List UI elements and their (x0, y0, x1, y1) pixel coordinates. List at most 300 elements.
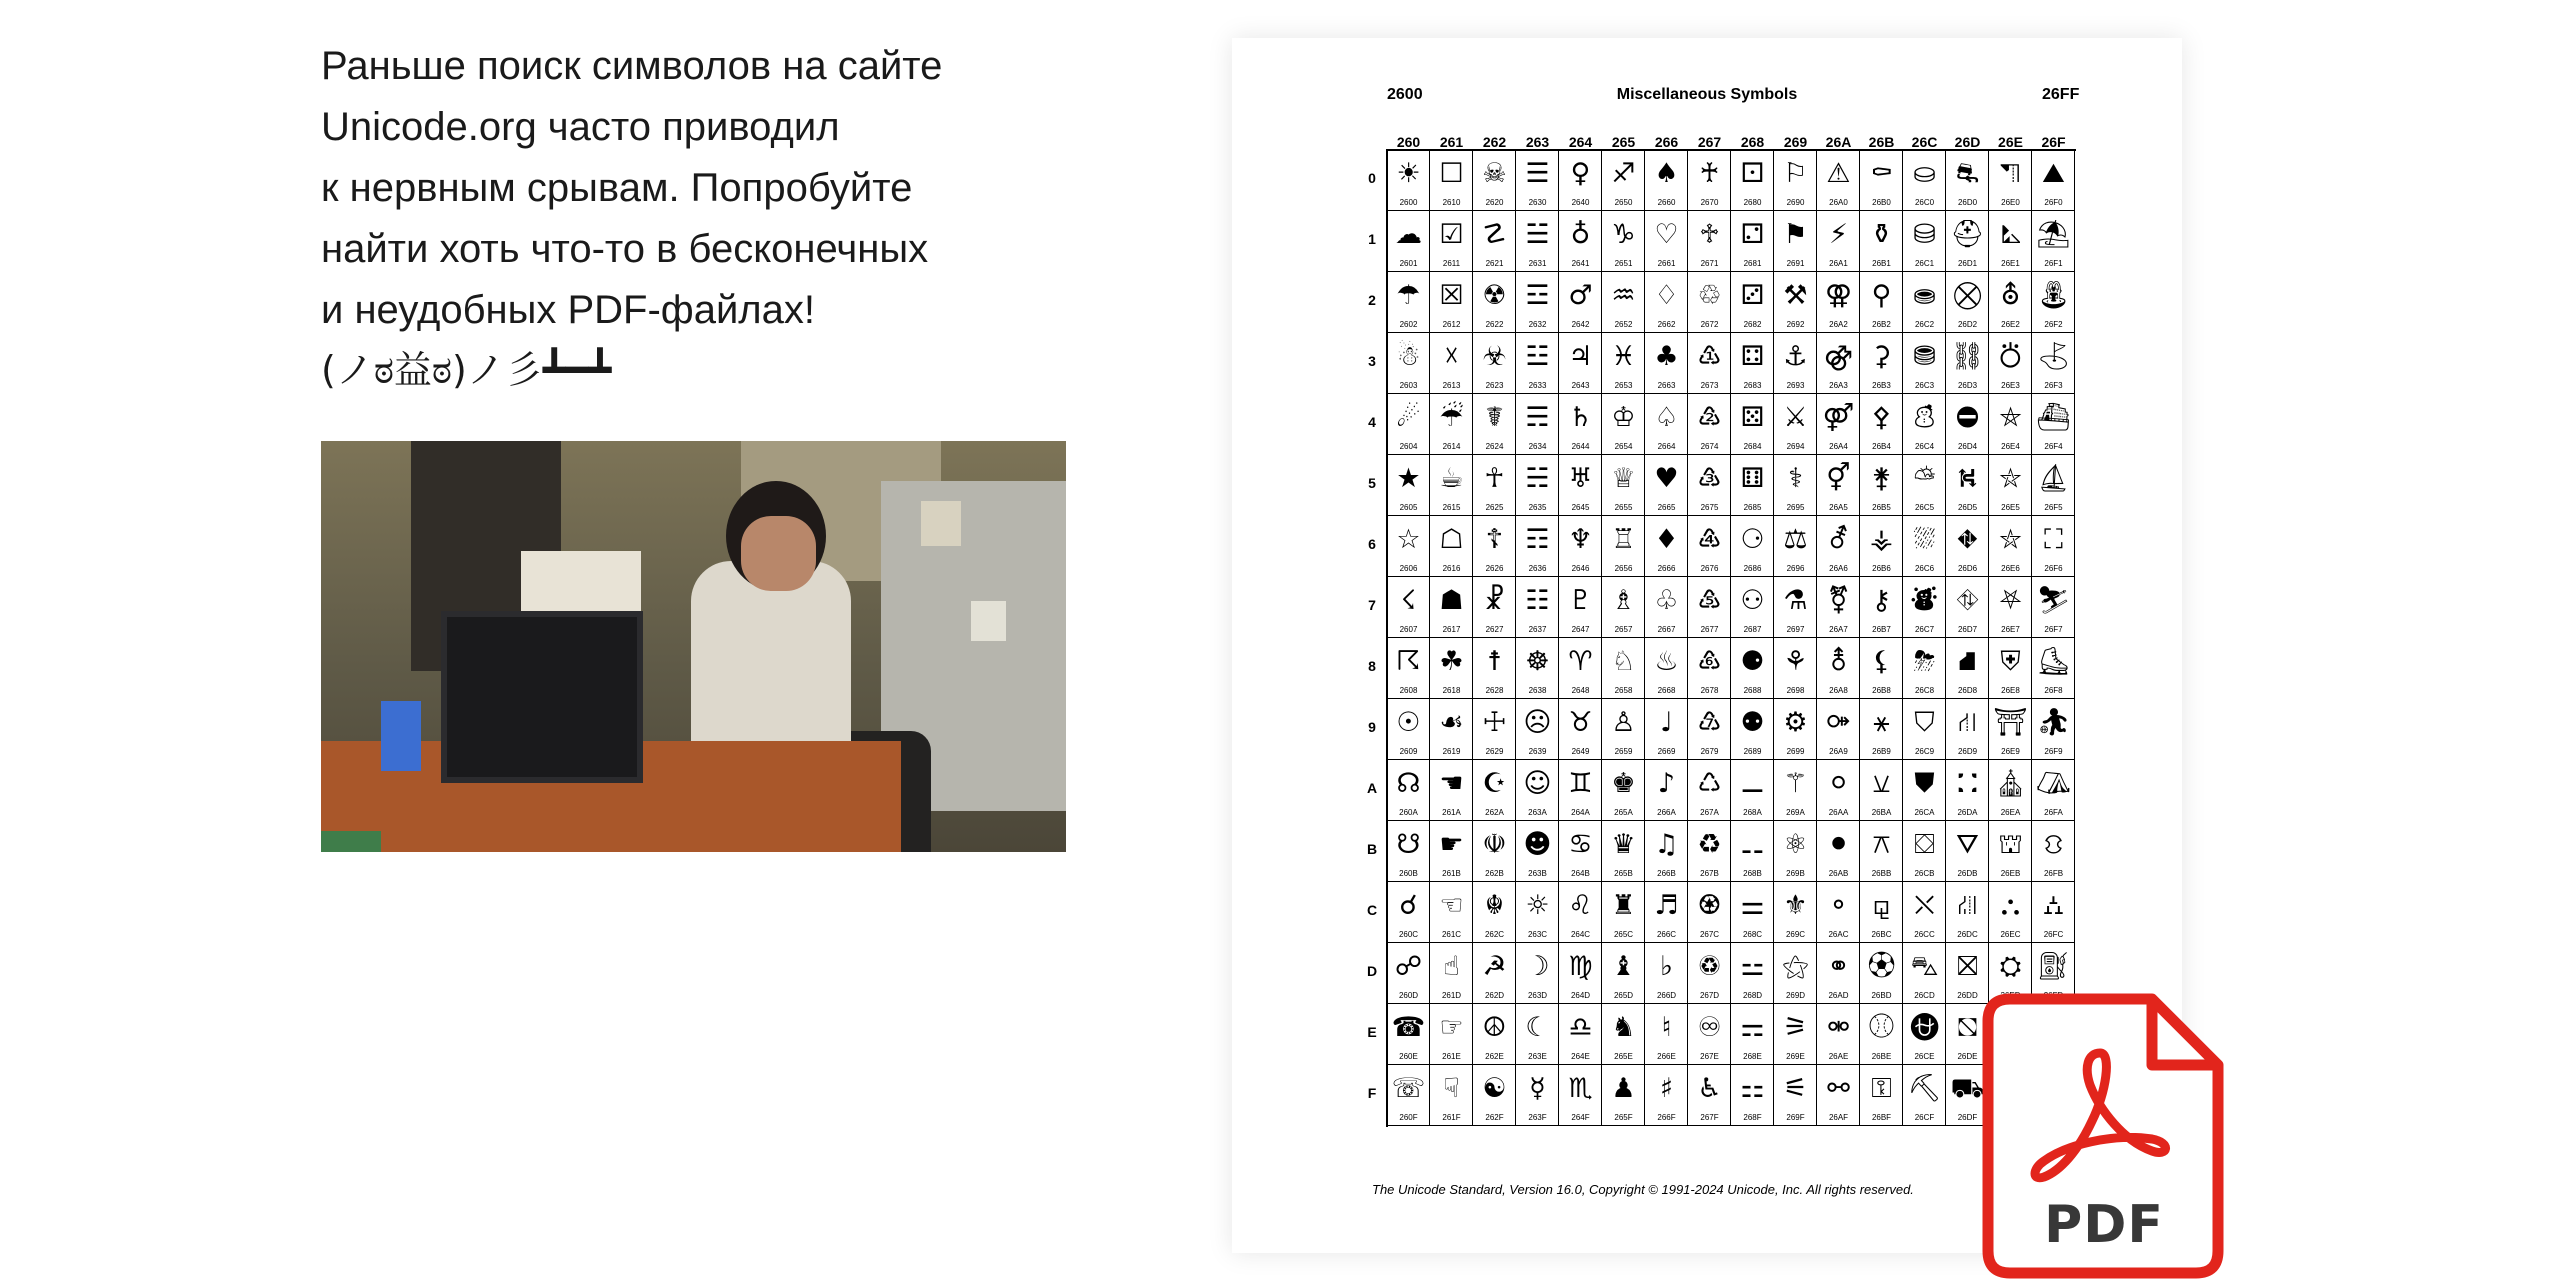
symbol-cell[interactable] (1602, 1004, 1645, 1065)
symbol-cell[interactable] (1430, 272, 1473, 333)
symbol-cell[interactable] (1516, 821, 1559, 882)
symbol-cell[interactable] (1516, 333, 1559, 394)
symbol-glyph: ⚇︎ (1740, 585, 1765, 616)
symbol-cell[interactable] (1430, 333, 1473, 394)
symbol-cell[interactable] (1903, 760, 1946, 821)
symbol-cell[interactable] (2032, 333, 2075, 394)
code-point-label: 26D7 (1957, 625, 1978, 634)
symbol-cell[interactable] (1430, 150, 1473, 211)
symbol-cell[interactable] (1903, 1065, 1946, 1126)
symbol-cell[interactable] (1602, 638, 1645, 699)
symbol-cell[interactable] (1602, 943, 1645, 1004)
symbol-cell[interactable] (1387, 760, 1430, 821)
symbol-cell[interactable] (1731, 211, 1774, 272)
symbol-glyph: ⚱︎ (1870, 219, 1893, 250)
symbol-cell[interactable] (2032, 760, 2075, 821)
symbol-cell[interactable] (1817, 1065, 1860, 1126)
symbol-cell[interactable] (1473, 516, 1516, 577)
symbol-cell[interactable] (1559, 211, 1602, 272)
symbol-cell[interactable] (1731, 760, 1774, 821)
symbol-cell[interactable] (1817, 943, 1860, 1004)
code-point-label: 261E (1442, 1052, 1461, 1061)
symbol-cell[interactable] (1860, 1004, 1903, 1065)
symbol-cell[interactable] (1559, 882, 1602, 943)
symbol-cell[interactable] (1387, 943, 1430, 1004)
symbol-cell[interactable] (1903, 211, 1946, 272)
code-point-label: 26F9 (2044, 747, 2063, 756)
symbol-cell[interactable] (1473, 394, 1516, 455)
symbol-cell[interactable] (1387, 577, 1430, 638)
symbol-glyph: ⛭︎ (1999, 951, 2022, 982)
code-point-label: 2614 (1442, 442, 1461, 451)
symbol-cell[interactable] (2032, 211, 2075, 272)
symbol-cell[interactable] (1645, 272, 1688, 333)
symbol-cell[interactable] (1645, 699, 1688, 760)
symbol-cell[interactable] (1430, 516, 1473, 577)
symbol-cell[interactable] (1559, 1065, 1602, 1126)
symbol-glyph: ⚻︎ (1872, 829, 1891, 860)
symbol-cell[interactable] (1688, 455, 1731, 516)
code-point-label: 262E (1485, 1052, 1504, 1061)
symbol-cell[interactable] (1731, 394, 1774, 455)
symbol-cell[interactable] (1860, 333, 1903, 394)
symbol-cell[interactable] (1516, 150, 1559, 211)
symbol-cell[interactable] (1516, 1065, 1559, 1126)
symbol-cell[interactable] (1473, 272, 1516, 333)
symbol-cell[interactable] (1946, 882, 1989, 943)
symbol-cell[interactable] (1774, 882, 1817, 943)
symbol-cell[interactable] (2032, 394, 2075, 455)
symbol-cell[interactable] (1645, 638, 1688, 699)
symbol-cell[interactable] (1602, 394, 1645, 455)
symbol-cell[interactable] (1516, 943, 1559, 1004)
symbol-cell[interactable] (1473, 455, 1516, 516)
symbol-cell[interactable] (1774, 211, 1817, 272)
code-point-label: 26A5 (1829, 503, 1848, 512)
symbol-cell[interactable] (1688, 1004, 1731, 1065)
symbol-cell[interactable] (1946, 638, 1989, 699)
symbol-cell[interactable] (2032, 699, 2075, 760)
symbol-cell[interactable] (1989, 577, 2032, 638)
symbol-cell[interactable] (1473, 821, 1516, 882)
symbol-cell[interactable] (1860, 150, 1903, 211)
symbol-cell[interactable] (1989, 211, 2032, 272)
symbol-cell[interactable] (1774, 1065, 1817, 1126)
symbol-cell[interactable] (1774, 150, 1817, 211)
symbol-cell[interactable] (1817, 272, 1860, 333)
symbol-cell[interactable] (1645, 821, 1688, 882)
symbol-cell[interactable] (1387, 882, 1430, 943)
code-point-label: 261F (1442, 1113, 1461, 1122)
symbol-cell[interactable] (1473, 1004, 1516, 1065)
symbol-cell[interactable] (1774, 333, 1817, 394)
symbol-cell[interactable] (1516, 272, 1559, 333)
symbol-cell[interactable] (1731, 882, 1774, 943)
symbol-cell[interactable] (1817, 760, 1860, 821)
symbol-glyph: ⚟︎ (1783, 1073, 1808, 1104)
symbol-cell[interactable] (2032, 516, 2075, 577)
symbol-cell[interactable] (1387, 150, 1430, 211)
symbol-glyph: ⛤︎ (1999, 402, 2022, 433)
symbol-cell[interactable] (2032, 882, 2075, 943)
symbol-cell[interactable] (1731, 821, 1774, 882)
symbol-glyph: ⚄︎ (1740, 402, 1765, 433)
symbol-glyph: ⛻︎ (2043, 829, 2064, 860)
symbol-cell[interactable] (1645, 333, 1688, 394)
symbol-cell[interactable] (1989, 760, 2032, 821)
symbol-glyph: ⚉︎ (1740, 707, 1765, 738)
symbol-cell[interactable] (1817, 577, 1860, 638)
symbol-cell[interactable] (1387, 1004, 1430, 1065)
symbol-cell[interactable] (1473, 150, 1516, 211)
symbol-cell[interactable] (1946, 333, 1989, 394)
symbol-cell[interactable] (1774, 699, 1817, 760)
symbol-cell[interactable] (1860, 760, 1903, 821)
symbol-cell[interactable] (1860, 1065, 1903, 1126)
symbol-cell[interactable] (1688, 577, 1731, 638)
symbol-cell[interactable] (1903, 516, 1946, 577)
symbol-cell[interactable] (1387, 211, 1430, 272)
symbol-cell[interactable] (1430, 1004, 1473, 1065)
symbol-glyph: ★︎ (1396, 463, 1421, 494)
symbol-cell[interactable] (1731, 577, 1774, 638)
symbol-cell[interactable] (1516, 1004, 1559, 1065)
symbol-cell[interactable] (1946, 760, 1989, 821)
symbol-cell[interactable] (1774, 272, 1817, 333)
symbol-cell[interactable] (1387, 333, 1430, 394)
symbol-cell[interactable] (1731, 1065, 1774, 1126)
symbol-cell[interactable] (1731, 699, 1774, 760)
symbol-cell[interactable] (2032, 577, 2075, 638)
symbol-cell[interactable] (1989, 516, 2032, 577)
symbol-cell[interactable] (1860, 882, 1903, 943)
symbol-cell[interactable] (1559, 516, 1602, 577)
symbol-cell[interactable] (1473, 638, 1516, 699)
symbol-cell[interactable] (1602, 821, 1645, 882)
symbol-cell[interactable] (1989, 638, 2032, 699)
symbol-cell[interactable] (1903, 577, 1946, 638)
symbol-cell[interactable] (1946, 394, 1989, 455)
symbol-cell[interactable] (1774, 943, 1817, 1004)
symbol-cell[interactable] (1473, 882, 1516, 943)
symbol-cell[interactable] (2032, 638, 2075, 699)
symbol-glyph: ☹︎ (1523, 707, 1552, 738)
symbol-cell[interactable] (1516, 455, 1559, 516)
symbol-cell[interactable] (1903, 638, 1946, 699)
symbol-cell[interactable] (1430, 577, 1473, 638)
symbol-cell[interactable] (1903, 1004, 1946, 1065)
symbol-glyph: ⚨︎ (1827, 646, 1850, 677)
symbol-cell[interactable] (1516, 760, 1559, 821)
code-point-label: 26AE (1828, 1052, 1849, 1061)
symbol-cell[interactable] (1559, 394, 1602, 455)
symbol-glyph: ⚲︎ (1871, 280, 1892, 311)
symbol-cell[interactable] (1387, 516, 1430, 577)
symbol-cell[interactable] (1602, 516, 1645, 577)
symbol-cell[interactable] (1860, 211, 1903, 272)
symbol-cell[interactable] (1559, 699, 1602, 760)
symbol-cell[interactable] (1817, 821, 1860, 882)
symbol-cell[interactable] (1473, 699, 1516, 760)
symbol-cell[interactable] (1387, 272, 1430, 333)
symbol-glyph: ♶︎ (1697, 524, 1722, 555)
symbol-cell[interactable] (1903, 882, 1946, 943)
symbol-cell[interactable] (1731, 516, 1774, 577)
symbol-cell[interactable] (1602, 699, 1645, 760)
symbol-cell[interactable] (1817, 150, 1860, 211)
symbol-cell[interactable] (1946, 150, 1989, 211)
symbol-cell[interactable] (1430, 760, 1473, 821)
code-point-label: 26CC (1914, 930, 1935, 939)
symbol-glyph: ☰︎ (1525, 158, 1550, 189)
symbol-cell[interactable] (1731, 272, 1774, 333)
symbol-cell[interactable] (1989, 699, 2032, 760)
symbol-cell[interactable] (1774, 760, 1817, 821)
symbol-glyph: ☪︎ (1482, 768, 1507, 799)
symbol-glyph: ♞︎ (1611, 1012, 1636, 1043)
symbol-cell[interactable] (1946, 577, 1989, 638)
symbol-cell[interactable] (1989, 150, 2032, 211)
symbol-glyph: ⛶︎ (2044, 524, 2063, 555)
symbol-cell[interactable] (1473, 211, 1516, 272)
symbol-cell[interactable] (1387, 638, 1430, 699)
symbol-cell[interactable] (1645, 882, 1688, 943)
symbol-cell[interactable] (1860, 638, 1903, 699)
symbol-cell[interactable] (1903, 699, 1946, 760)
code-point-label: 269C (1785, 930, 1806, 939)
symbol-cell[interactable] (1645, 577, 1688, 638)
symbol-cell[interactable] (1430, 821, 1473, 882)
symbol-cell[interactable] (1645, 760, 1688, 821)
symbol-glyph: ⚦︎ (1827, 524, 1850, 555)
symbol-glyph: ⛃︎ (1913, 341, 1936, 372)
symbol-glyph: ⛬︎ (2001, 890, 2020, 921)
symbol-cell[interactable] (1860, 577, 1903, 638)
symbol-glyph: ☦︎ (1485, 524, 1504, 555)
symbol-cell[interactable] (1817, 699, 1860, 760)
symbol-cell[interactable] (1774, 638, 1817, 699)
symbol-cell[interactable] (1946, 211, 1989, 272)
symbol-cell[interactable] (1817, 333, 1860, 394)
symbol-cell[interactable] (1989, 455, 2032, 516)
symbol-cell[interactable] (1559, 455, 1602, 516)
symbol-glyph: ☐︎ (1439, 158, 1464, 189)
symbol-cell[interactable] (1817, 1004, 1860, 1065)
symbol-cell[interactable] (1516, 516, 1559, 577)
symbol-cell[interactable] (1430, 455, 1473, 516)
symbol-cell[interactable] (1903, 150, 1946, 211)
symbol-cell[interactable] (1516, 882, 1559, 943)
symbol-cell[interactable] (1473, 1065, 1516, 1126)
code-point-label: 2601 (1399, 259, 1418, 268)
symbol-cell[interactable] (1946, 699, 1989, 760)
code-point-label: 2608 (1399, 686, 1418, 695)
symbol-cell[interactable] (1602, 272, 1645, 333)
symbol-cell[interactable] (1903, 821, 1946, 882)
symbol-cell[interactable] (1774, 577, 1817, 638)
symbol-cell[interactable] (1602, 150, 1645, 211)
symbol-cell[interactable] (2032, 150, 2075, 211)
symbol-cell[interactable] (1559, 577, 1602, 638)
symbol-cell[interactable] (1774, 455, 1817, 516)
symbol-cell[interactable] (1817, 638, 1860, 699)
symbol-cell[interactable] (1860, 699, 1903, 760)
symbol-cell[interactable] (1387, 394, 1430, 455)
symbol-glyph: ⚿︎ (1871, 1073, 1892, 1104)
symbol-cell[interactable] (1645, 455, 1688, 516)
symbol-cell[interactable] (1602, 882, 1645, 943)
symbol-cell[interactable] (1430, 1065, 1473, 1126)
symbol-cell[interactable] (1688, 272, 1731, 333)
symbol-cell[interactable] (1731, 638, 1774, 699)
symbol-cell[interactable] (1731, 1004, 1774, 1065)
symbol-cell[interactable] (1989, 882, 2032, 943)
code-point-label: 26FB (2043, 869, 2064, 878)
symbol-cell[interactable] (1731, 455, 1774, 516)
symbol-glyph: ♰︎ (1699, 158, 1720, 189)
symbol-cell[interactable] (1989, 394, 2032, 455)
symbol-cell[interactable] (1774, 1004, 1817, 1065)
symbol-cell[interactable] (1688, 699, 1731, 760)
symbol-cell[interactable] (1774, 821, 1817, 882)
symbol-cell[interactable] (1516, 577, 1559, 638)
symbol-cell[interactable] (2032, 455, 2075, 516)
symbol-cell[interactable] (1688, 638, 1731, 699)
symbol-glyph: ♴︎ (1697, 402, 1722, 433)
symbol-cell[interactable] (1946, 821, 1989, 882)
symbol-cell[interactable] (1559, 760, 1602, 821)
symbol-cell[interactable] (1989, 821, 2032, 882)
symbol-cell[interactable] (1430, 943, 1473, 1004)
symbol-cell[interactable] (1430, 882, 1473, 943)
symbol-cell[interactable] (1946, 272, 1989, 333)
symbol-cell[interactable] (1516, 638, 1559, 699)
symbol-cell[interactable] (1430, 211, 1473, 272)
symbol-cell[interactable] (1645, 150, 1688, 211)
code-point-label: 26FA (2044, 808, 2063, 817)
symbol-cell[interactable] (1817, 211, 1860, 272)
symbol-cell[interactable] (1688, 760, 1731, 821)
symbol-cell[interactable] (1860, 272, 1903, 333)
symbol-cell[interactable] (1473, 333, 1516, 394)
symbol-glyph: ☵︎ (1525, 463, 1550, 494)
symbol-cell[interactable] (1516, 211, 1559, 272)
symbol-cell[interactable] (1516, 394, 1559, 455)
symbol-cell[interactable] (1860, 516, 1903, 577)
symbol-cell[interactable] (1559, 333, 1602, 394)
symbol-cell[interactable] (1688, 1065, 1731, 1126)
symbol-cell[interactable] (1430, 699, 1473, 760)
symbol-cell[interactable] (1602, 333, 1645, 394)
symbol-cell[interactable] (1387, 821, 1430, 882)
symbol-cell[interactable] (2032, 821, 2075, 882)
symbol-glyph: ⚤︎ (1822, 402, 1855, 433)
symbol-cell[interactable] (1817, 882, 1860, 943)
symbol-cell[interactable] (1903, 943, 1946, 1004)
symbol-cell[interactable] (1688, 821, 1731, 882)
symbol-cell[interactable] (1688, 516, 1731, 577)
symbol-cell[interactable] (1430, 394, 1473, 455)
row-header: 1 (1368, 231, 1376, 247)
symbol-cell[interactable] (1688, 211, 1731, 272)
symbol-cell[interactable] (1946, 455, 1989, 516)
code-point-label: 2684 (1743, 442, 1762, 451)
symbol-cell[interactable] (1602, 577, 1645, 638)
symbol-cell[interactable] (1903, 333, 1946, 394)
symbol-cell[interactable] (1860, 821, 1903, 882)
symbol-cell[interactable] (1903, 455, 1946, 516)
symbol-cell[interactable] (1688, 150, 1731, 211)
code-point-label: 26C2 (1914, 320, 1935, 329)
symbol-cell[interactable] (1645, 516, 1688, 577)
code-point-label: 2686 (1743, 564, 1762, 573)
symbol-cell[interactable] (1731, 333, 1774, 394)
symbol-cell[interactable] (1559, 272, 1602, 333)
symbol-cell[interactable] (1731, 150, 1774, 211)
code-point-label: 26BB (1871, 869, 1892, 878)
symbol-glyph: ♪︎ (1657, 768, 1676, 799)
symbol-cell[interactable] (1602, 1065, 1645, 1126)
symbol-cell[interactable] (2032, 272, 2075, 333)
symbol-cell[interactable] (1645, 211, 1688, 272)
symbol-cell[interactable] (1430, 638, 1473, 699)
code-point-label: 2615 (1442, 503, 1461, 512)
symbol-cell[interactable] (1645, 394, 1688, 455)
symbol-cell[interactable] (1817, 394, 1860, 455)
symbol-cell[interactable] (1989, 333, 2032, 394)
symbol-cell[interactable] (1559, 943, 1602, 1004)
symbol-cell[interactable] (1946, 516, 1989, 577)
symbol-cell[interactable] (1559, 1004, 1602, 1065)
symbol-cell[interactable] (1387, 699, 1430, 760)
symbol-cell[interactable] (1602, 211, 1645, 272)
symbol-cell[interactable] (1688, 882, 1731, 943)
symbol-cell[interactable] (1774, 516, 1817, 577)
symbol-cell[interactable] (1645, 1065, 1688, 1126)
symbol-cell[interactable] (1903, 272, 1946, 333)
symbol-cell[interactable] (1688, 394, 1731, 455)
symbol-cell[interactable] (1817, 516, 1860, 577)
symbol-cell[interactable] (1602, 455, 1645, 516)
symbol-cell[interactable] (1516, 699, 1559, 760)
symbol-cell[interactable] (1731, 943, 1774, 1004)
symbol-cell[interactable] (1559, 638, 1602, 699)
symbol-cell[interactable] (1688, 943, 1731, 1004)
symbol-glyph: ⚆︎ (1740, 524, 1765, 555)
symbol-cell[interactable] (1387, 455, 1430, 516)
symbol-cell[interactable] (1774, 394, 1817, 455)
symbol-cell[interactable] (1473, 577, 1516, 638)
symbol-cell[interactable] (1602, 760, 1645, 821)
symbol-cell[interactable] (1688, 333, 1731, 394)
symbol-cell[interactable] (1473, 943, 1516, 1004)
symbol-glyph: ♨︎ (1654, 646, 1679, 677)
symbol-cell[interactable] (1645, 943, 1688, 1004)
symbol-cell[interactable] (1860, 455, 1903, 516)
symbol-cell[interactable] (1903, 394, 1946, 455)
symbol-glyph: ⚅︎ (1740, 463, 1765, 494)
symbol-cell[interactable] (1860, 943, 1903, 1004)
symbol-cell[interactable] (1817, 455, 1860, 516)
symbol-cell[interactable] (1645, 1004, 1688, 1065)
symbol-cell[interactable] (1860, 394, 1903, 455)
symbol-cell[interactable] (1387, 1065, 1430, 1126)
symbol-cell[interactable] (1473, 760, 1516, 821)
code-point-label: 266C (1656, 930, 1677, 939)
symbol-cell[interactable] (1989, 272, 2032, 333)
symbol-cell[interactable] (1559, 821, 1602, 882)
symbol-cell[interactable] (1559, 150, 1602, 211)
